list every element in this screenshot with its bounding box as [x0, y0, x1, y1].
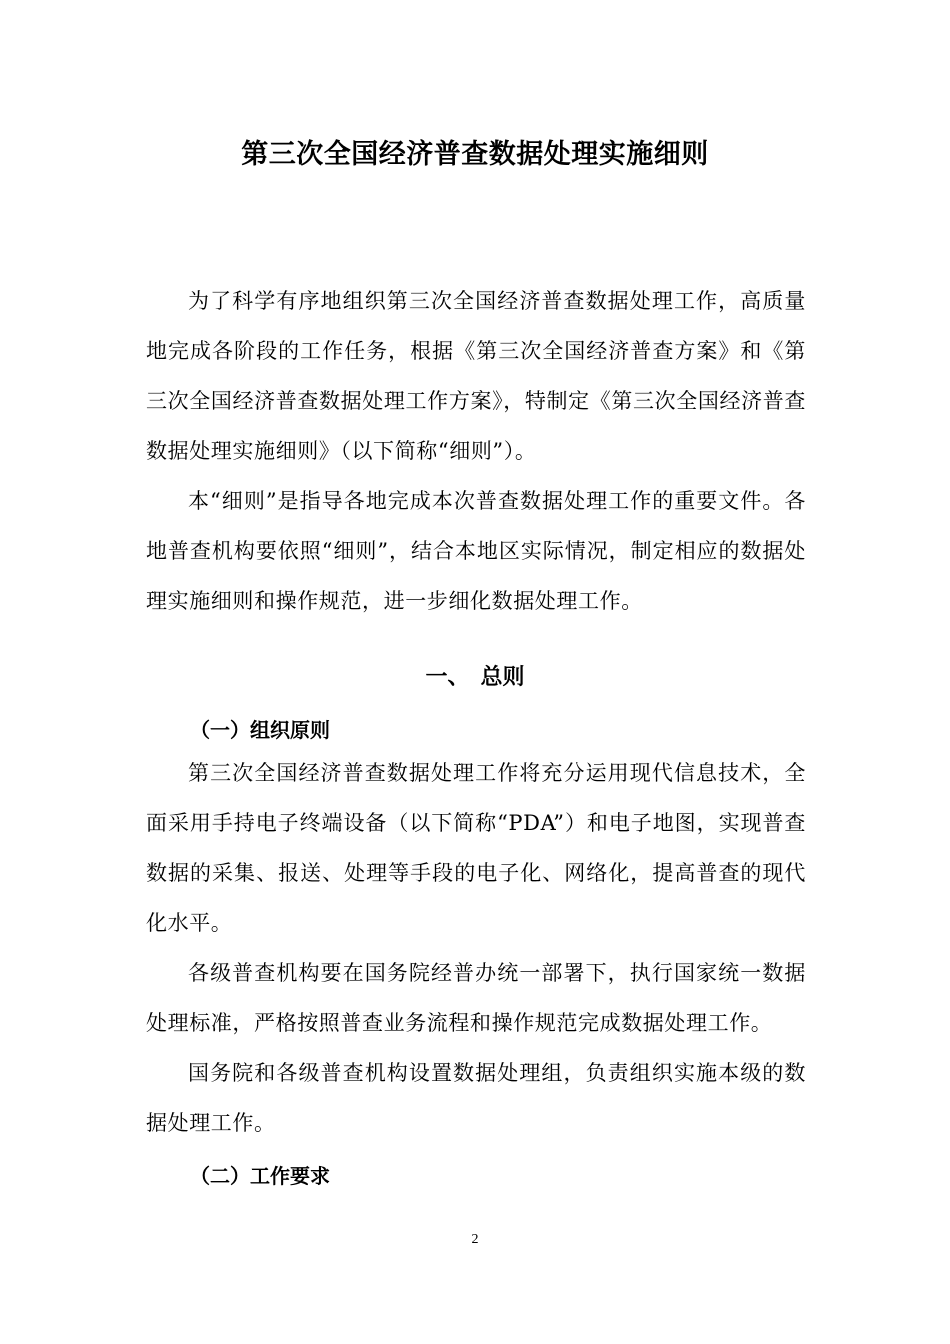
page-title: 第三次全国经济普查数据处理实施细则	[241, 139, 709, 170]
subsection-heading-work-requirements: （二）工作要求	[190, 1164, 330, 1188]
body-paragraph-2: 各级普查机构要在国务院经普办统一部署下，执行国家统一数据处理标准，严格按照普查业务流程和操作规范完成数据处理工作。	[146, 961, 806, 1035]
body-paragraph-1: 第三次全国经济普查数据处理工作将充分运用现代信息技术，全面采用手持电子终端设备（以下简称“PDA”）和电子地图，实现普查数据的采集、报送、处理等手段的电子化、网络化，提高普查的现代化水平。	[146, 761, 806, 935]
section-heading-general: 一、 总则	[425, 665, 525, 690]
subsection-heading-organization-principles: （一）组织原则	[190, 718, 330, 742]
intro-paragraph-2: 本“细则”是指导各地完成本次普查数据处理工作的重要文件。各地普查机构要依照“细则”，结合本地区实际情况，制定相应的数据处理实施细则和操作规范，进一步细化数据处理工作。	[146, 489, 806, 613]
page-number: 2	[471, 1232, 479, 1247]
body-paragraph-3: 国务院和各级普查机构设置数据处理组，负责组织实施本级的数据处理工作。	[146, 1061, 806, 1135]
intro-paragraph-1: 为了科学有序地组织第三次全国经济普查数据处理工作，高质量地完成各阶段的工作任务，根据《第三次全国经济普查方案》和《第三次全国经济普查数据处理工作方案》，特制定《第三次全国经济普查数据处理实施细则》（以下简称“细则”）。	[146, 289, 806, 463]
